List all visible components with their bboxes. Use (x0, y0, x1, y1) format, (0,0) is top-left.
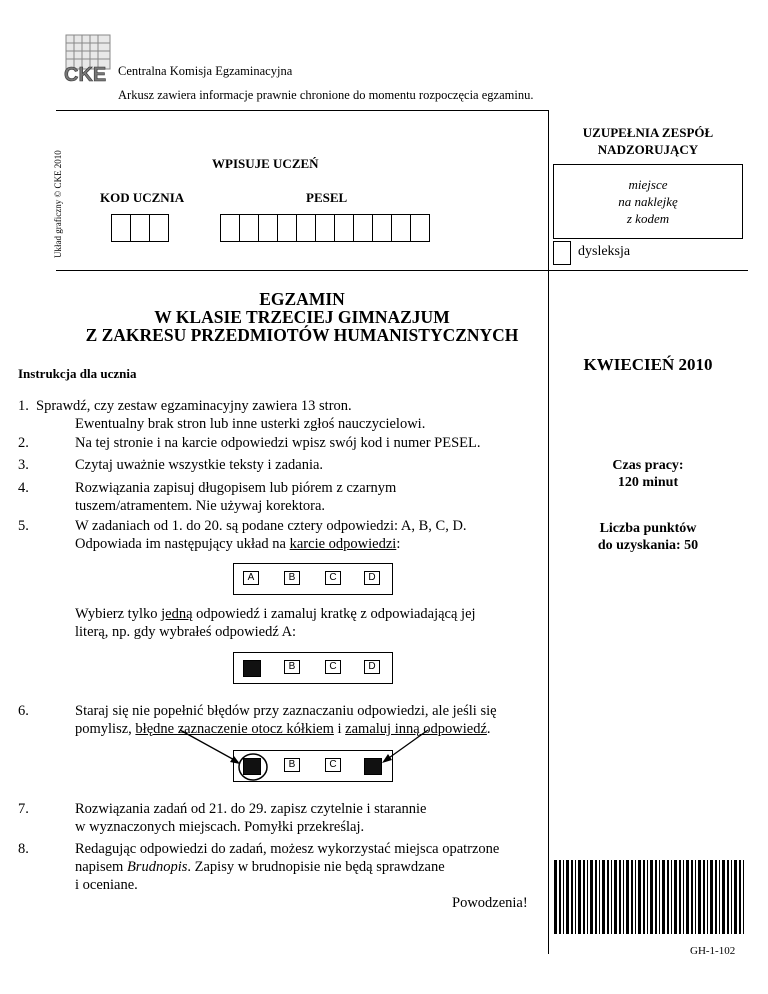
barcode-bar (683, 860, 684, 934)
supervisor-heading (553, 124, 743, 158)
kod-ucznia-boxes[interactable] (111, 214, 168, 242)
title-line2: W KLASIE TRZECIEJ GIMNAZJUM (154, 307, 450, 327)
barcode-bar (643, 860, 645, 934)
barcode-bar (731, 860, 732, 934)
option-c: C (325, 660, 341, 674)
pesel-box[interactable] (220, 214, 240, 242)
barcode-bar (743, 860, 744, 934)
item-number: 1. (18, 398, 29, 414)
option-b: B (284, 571, 300, 585)
choose-instruction (18, 606, 538, 646)
barcode-icon (552, 860, 747, 934)
barcode-bar (707, 860, 708, 934)
option-c: C (325, 571, 341, 585)
cke-logo-text: CKE (64, 64, 107, 85)
item-text: i oceniane. (75, 877, 138, 893)
item-number: 7. (18, 801, 29, 817)
barcode-bar (671, 860, 672, 934)
top-divider (56, 110, 548, 111)
item-text: Staraj się nie popełnić błędów przy zaznaczaniu odpowiedzi, ale jeśli się (75, 703, 497, 719)
barcode-bar (571, 860, 573, 934)
barcode-bar (691, 860, 693, 934)
barcode-bar (635, 860, 636, 934)
barcode-bar (611, 860, 612, 934)
pesel-box[interactable] (315, 214, 335, 242)
barcode-bar (578, 860, 581, 934)
pesel-boxes[interactable] (220, 214, 429, 242)
option-b: B (284, 758, 300, 772)
title-line1: EGZAMIN (259, 289, 345, 309)
barcode-bar (626, 860, 629, 934)
item-text: Odpowiada im następujący układ na karcie odpowiedzi: (75, 536, 401, 552)
arrow-right (386, 730, 428, 760)
barcode-bar (662, 860, 665, 934)
barcode-bar (695, 860, 696, 934)
barcode-bar (638, 860, 641, 934)
barcode-bar (722, 860, 725, 934)
arrowhead-right (382, 754, 392, 763)
barcode-bar (647, 860, 648, 934)
time-label: Czas pracy: (612, 458, 684, 473)
instructions-heading: Instrukcja dla ucznia (18, 366, 137, 381)
exam-time (553, 457, 743, 491)
answer-grid-filled-example (233, 652, 393, 684)
barcode-bar (698, 860, 701, 934)
pesel-box[interactable] (391, 214, 411, 242)
barcode-bar (554, 860, 557, 934)
item-text: tuszem/atramentem. Nie używaj korektora. (75, 498, 326, 514)
barcode-bar (595, 860, 597, 934)
barcode-bar (590, 860, 593, 934)
barcode-bar (602, 860, 605, 934)
sticker-placeholder (553, 164, 743, 239)
barcode-bar (659, 860, 660, 934)
barcode-bar (739, 860, 741, 934)
protection-notice: Arkusz zawiera informacje prawnie chronione do momentu rozpoczęcia egzaminu. (118, 88, 534, 102)
item-text: Redagując odpowiedzi do zadań, możesz wykorzystać miejsca opatrzone (75, 841, 500, 857)
item-text: pomylisz, błędne zaznaczenie otocz kółkiem i zamaluj inną odpowiedź. (75, 721, 491, 737)
item-text: Na tej stronie i na karcie odpowiedzi wpisz swój kod i numer PESEL. (75, 435, 481, 451)
cke-logo-icon (60, 33, 112, 85)
barcode-bar (559, 860, 561, 934)
item-number: 6. (18, 703, 29, 719)
supervisor-heading-line2: NADZORUJĄCY (597, 142, 699, 157)
pesel-box[interactable] (334, 214, 354, 242)
option-c: C (325, 758, 341, 772)
kod-box[interactable] (111, 214, 131, 242)
barcode-bar (607, 860, 609, 934)
barcode-bar (566, 860, 569, 934)
barcode-bar (710, 860, 713, 934)
item-text: W zadaniach od 1. do 20. są podane cztery odpowiedzi: A, B, C, D. (75, 518, 467, 534)
barcode-bar (583, 860, 585, 934)
item-text: Rozwiązania zapisuj długopisem lub piórem z czarnym (75, 480, 397, 496)
barcode-bar (703, 860, 705, 934)
barcode-bar (674, 860, 677, 934)
item-number: 2. (18, 435, 29, 451)
correction-arrows-icon (150, 722, 440, 792)
instructions-7-8 (18, 801, 538, 901)
pesel-box[interactable] (372, 214, 392, 242)
item-number: 4. (18, 480, 29, 496)
arrowhead-left (230, 756, 240, 764)
pesel-box[interactable] (353, 214, 373, 242)
barcode-bar (679, 860, 681, 934)
item-text: Ewentualny brak stron lub inne usterki zgłoś nauczycielowi. (75, 416, 426, 432)
pesel-box[interactable] (296, 214, 316, 242)
exam-date: KWIECIEŃ 2010 (583, 355, 713, 374)
item-number: 3. (18, 457, 29, 473)
option-d: D (364, 660, 380, 674)
option-d: D (364, 571, 380, 585)
barcode-bar (563, 860, 564, 934)
time-value: 120 minut (617, 475, 679, 490)
layout-copyright-vertical: Układ graficzny © CKE 2010 (53, 150, 63, 258)
item-number: 8. (18, 841, 29, 857)
kod-box[interactable] (149, 214, 169, 242)
supervisor-heading-line1: UZUPEŁNIA ZESPÓŁ (582, 125, 714, 140)
barcode-bar (631, 860, 633, 934)
institution-name: Centralna Komisja Egzaminacyjna (118, 64, 293, 78)
pesel-box[interactable] (410, 214, 430, 242)
barcode-code: GH-1-102 (690, 945, 736, 957)
max-points (553, 520, 743, 554)
barcode-bar (619, 860, 621, 934)
sticker-text-3: z kodem (626, 211, 670, 226)
option-a-filled (243, 660, 261, 677)
arrow-left (180, 730, 238, 762)
pesel-box[interactable] (258, 214, 278, 242)
option-a: A (243, 571, 259, 585)
barcode-bar (614, 860, 617, 934)
pesel-label: PESEL (306, 190, 348, 205)
barcode-bar (599, 860, 600, 934)
kod-ucznia-label: KOD UCZNIA (100, 190, 185, 205)
item-text: napisem Brudnopis. Zapisy w brudnopisie nie będą sprawdzane (75, 859, 445, 875)
sticker-text-2: na naklejkę (618, 194, 678, 209)
correction-circle (239, 754, 267, 780)
barcode-bar (650, 860, 653, 934)
pesel-box[interactable] (239, 214, 259, 242)
item-text: Wybierz tylko jedną odpowiedź i zamaluj kratkę z odpowiadającą jej (75, 606, 476, 622)
item-text: Rozwiązania zadań od 21. do 29. zapisz czytelnie i starannie (75, 801, 427, 817)
barcode-bar (575, 860, 576, 934)
barcode-bar (715, 860, 717, 934)
points-label: Liczba punktów (599, 521, 697, 536)
header-divider (56, 270, 748, 271)
item-number: 5. (18, 518, 29, 534)
item-text: Czytaj uważnie wszystkie teksty i zadania. (75, 457, 324, 473)
dysleksja-label: dysleksja (578, 244, 631, 259)
good-luck: Powodzenia! (452, 895, 528, 911)
item-text: w wyznaczonych miejscach. Pomyłki przekreślaj. (75, 819, 365, 835)
barcode-bar (719, 860, 720, 934)
student-heading: WPISUJE UCZEŃ (212, 156, 319, 171)
barcode-bar (686, 860, 689, 934)
barcode-bar (655, 860, 657, 934)
dysleksja-checkbox[interactable] (553, 241, 571, 265)
item-text: literą, np. gdy wybrałeś odpowiedź A: (75, 624, 297, 640)
barcode-bar (587, 860, 588, 934)
exam-title (56, 290, 548, 344)
item-text: Sprawdź, czy zestaw egzaminacyjny zawiera 13 stron. (36, 398, 352, 414)
kod-box[interactable] (130, 214, 150, 242)
barcode-bar (727, 860, 729, 934)
points-value: do uzyskania: 50 (597, 538, 699, 553)
barcode-bar (623, 860, 624, 934)
pesel-box[interactable] (277, 214, 297, 242)
barcode-bar (667, 860, 669, 934)
barcode-bar (734, 860, 737, 934)
title-line3: Z ZAKRESU PRZEDMIOTÓW HUMANISTYCZNYCH (85, 325, 519, 345)
option-b: B (284, 660, 300, 674)
sticker-text-1: miejsce (628, 177, 668, 192)
answer-grid-example (233, 563, 393, 595)
